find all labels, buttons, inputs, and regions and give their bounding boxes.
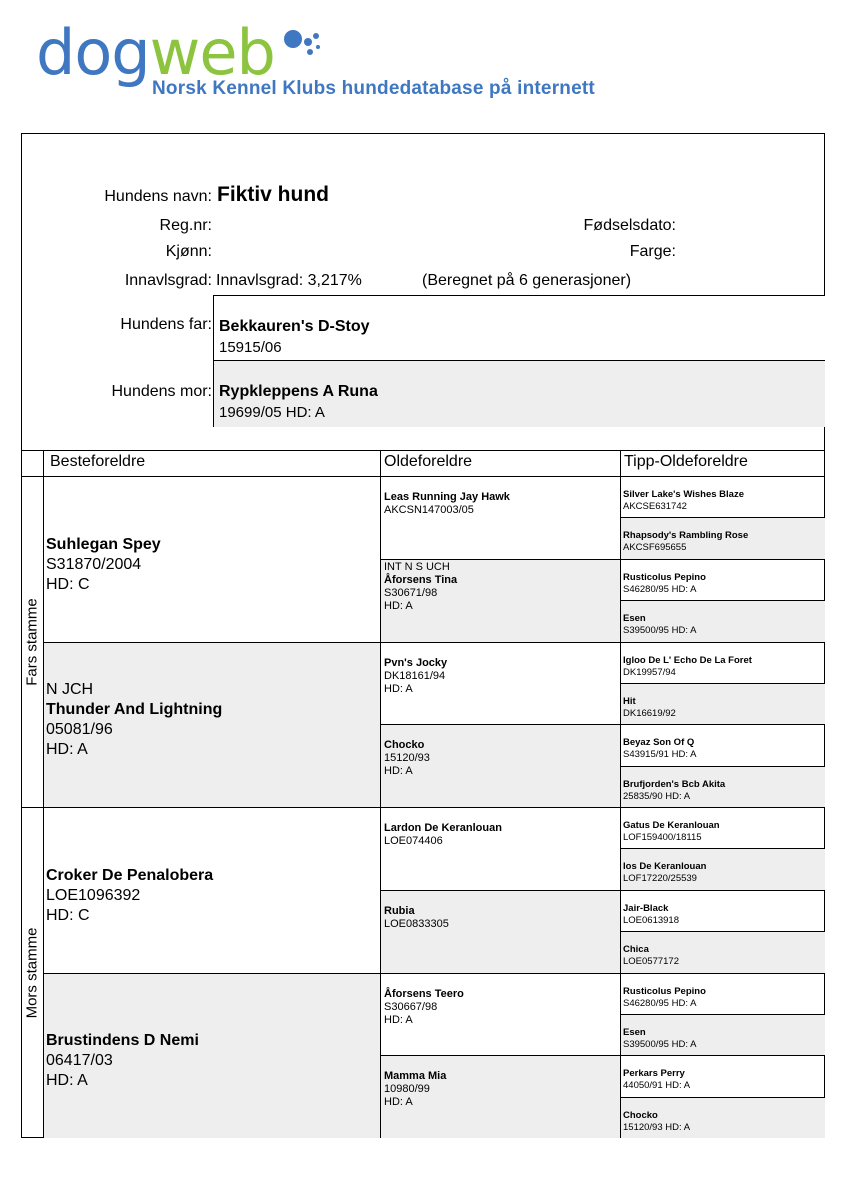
great-great-grandparent-name: Jair-Black	[623, 902, 669, 914]
great-grandparent-reg: 15120/93	[384, 752, 430, 765]
grandparent-reg: LOE1096392	[46, 886, 141, 904]
great-great-grandparent-cell	[620, 1097, 825, 1138]
dam-side	[21, 807, 43, 1138]
great-great-grandparent-reg: 15120/93 HD: A	[623, 1121, 691, 1133]
great-great-grandparent-name: Chica	[623, 944, 649, 956]
grandparent-hd: HD: A	[46, 741, 88, 759]
great-grandparent-reg: 10980/99	[384, 1083, 430, 1096]
grid-line	[620, 848, 825, 849]
great-grandparent-cell	[380, 724, 620, 807]
great-grandparent-cell	[380, 476, 620, 559]
great-grandparent-name: Pvn's Jocky	[384, 656, 448, 669]
grid-line	[620, 1055, 825, 1056]
dam-label: Hundens mor:	[111, 383, 212, 400]
dob-label: Fødselsdato:	[583, 217, 676, 234]
great-grandparent-reg: S30667/98	[384, 1000, 438, 1013]
great-grandparent-hd: HD: A	[384, 1096, 413, 1109]
col-grandparents: Besteforeldre	[50, 453, 146, 470]
great-great-grandparent-reg: S43915/91 HD: A	[623, 749, 697, 761]
grid-line	[620, 931, 825, 932]
great-great-grandparent-reg: S39500/95 HD: A	[623, 1038, 697, 1050]
great-grandparent-name: Lardon De Keranlouan	[384, 822, 502, 834]
great-great-grandparent-name: Rhapsody's Rambling Rose	[623, 530, 749, 542]
color-label: Farge:	[629, 243, 676, 260]
great-grandparent-hd: HD: A	[384, 599, 413, 612]
grid-line	[620, 642, 825, 643]
dam-name: Rypkleppens A Runa	[219, 383, 378, 400]
grandparent-name: Brustindens D Nemi	[46, 1032, 199, 1050]
inbreeding-value: Innavlsgrad: 3,217%	[216, 272, 362, 289]
grandparent-text	[46, 680, 222, 760]
logo-web: web	[149, 16, 275, 89]
grandparent-reg: S31870/2004	[46, 555, 142, 573]
sire-row	[214, 296, 825, 361]
great-great-grandparent-name: Chocko	[623, 1109, 658, 1121]
grandparent-text	[46, 1031, 199, 1091]
grandparent-cell	[43, 476, 380, 642]
col-great-great-grandparents: Tipp-Oldeforeldre	[624, 453, 748, 470]
great-great-grandparent-name: Rusticolus Pepino	[623, 571, 706, 583]
great-grandparent-name: Chocko	[384, 739, 425, 752]
great-grandparent-cell	[380, 890, 620, 973]
grid-line	[21, 450, 825, 451]
grandparent-name: Croker De Penalobera	[46, 866, 214, 884]
bubbles-icon	[282, 28, 322, 58]
great-great-grandparent-reg: DK19957/94	[623, 666, 676, 678]
grid-line	[21, 476, 825, 477]
great-great-grandparent-cell	[620, 931, 825, 972]
great-grandparent-hd: HD: A	[384, 765, 413, 778]
grid-line	[620, 1097, 825, 1098]
great-grandparent-cell	[380, 559, 620, 642]
logo-tagline: Norsk Kennel Klubs hundedatabase på internett	[152, 78, 595, 99]
great-grandparent-name: Rubia	[384, 904, 415, 917]
great-grandparent-reg: S30671/98	[384, 586, 438, 599]
great-great-grandparent-cell	[620, 517, 825, 558]
grid-line	[620, 683, 825, 684]
dam-row	[214, 361, 825, 427]
great-grandparent-reg: LOE074406	[384, 835, 443, 847]
sex-label: Kjønn:	[165, 243, 212, 260]
great-great-grandparent-name: Rusticolus Pepino	[623, 985, 706, 997]
grid-line	[620, 600, 825, 601]
grandparent-title: N JCH	[46, 681, 94, 699]
great-grandparent-reg: LOE0833305	[384, 917, 449, 930]
grid-line	[620, 1014, 825, 1015]
great-grandparent-name: Leas Running Jay Hawk	[384, 491, 510, 503]
great-grandparent-cell	[380, 807, 620, 890]
great-grandparent-reg: DK18161/94	[384, 669, 446, 682]
parents-box	[213, 295, 825, 427]
grid-line	[620, 450, 621, 1138]
great-grandparent-name: Mamma Mia	[384, 1070, 447, 1083]
great-great-grandparent-cell	[620, 890, 825, 931]
great-grandparent-cell	[380, 642, 620, 725]
grandparent-name: Thunder And Lightning	[46, 701, 223, 719]
sire-name: Bekkauren's D-Stoy	[219, 318, 370, 335]
great-great-grandparent-cell	[620, 724, 825, 765]
great-great-grandparent-name: Perkars Perry	[623, 1068, 685, 1080]
grandparent-cell	[43, 973, 380, 1139]
col-great-grandparents: Oldeforeldre	[384, 453, 473, 470]
great-great-grandparent-cell	[620, 476, 825, 517]
great-great-grandparent-reg: LOE0577172	[623, 956, 679, 968]
grandparent-text	[46, 535, 161, 595]
grandparent-hd: HD: A	[46, 1072, 88, 1090]
grid-line	[620, 973, 825, 974]
great-great-grandparent-name: Brufjorden's Bcb Akita	[623, 778, 726, 790]
great-great-grandparent-name: Hit	[623, 695, 636, 707]
dam-reg: 19699/05 HD: A	[219, 404, 325, 421]
great-great-grandparent-cell	[620, 766, 825, 807]
grid-line	[620, 724, 825, 725]
great-great-grandparent-reg: LOF159400/18115	[623, 832, 702, 843]
great-grandparent-name: Åforsens Teero	[384, 987, 464, 1000]
name-label: Hundens navn:	[104, 188, 212, 205]
grid-line	[620, 890, 825, 891]
great-great-grandparent-name: Esen	[623, 1026, 646, 1038]
great-great-grandparent-name: Silver Lake's Wishes Blaze	[623, 489, 744, 500]
grandparent-reg: 05081/96	[46, 721, 113, 739]
grandparent-hd: HD: C	[46, 575, 90, 593]
great-great-grandparent-reg: LOE0613918	[623, 914, 679, 926]
grandparent-text	[46, 866, 213, 926]
great-great-grandparent-reg: S46280/95 HD: A	[623, 583, 697, 595]
grandparent-name: Suhlegan Spey	[46, 535, 161, 553]
great-great-grandparent-name: Gatus De Keranlouan	[623, 820, 720, 831]
sire-side-label: Fars stamme	[23, 597, 41, 686]
great-great-grandparent-cell	[620, 559, 825, 600]
great-great-grandparent-reg: 44050/91 HD: A	[623, 1080, 691, 1092]
dam-side-label: Mors stamme	[23, 927, 41, 1018]
great-grandparent-hd: HD: A	[384, 682, 413, 695]
great-great-grandparent-reg: LOF17220/25539	[623, 873, 697, 885]
inbreeding-note: (Beregnet på 6 generasjoner)	[422, 272, 632, 289]
great-great-grandparent-name: Ios De Keranlouan	[623, 861, 707, 873]
great-great-grandparent-reg: DK16619/92	[623, 707, 676, 719]
grid-line	[620, 559, 825, 560]
great-grandparent-title: INT N S UCH	[384, 560, 450, 573]
great-great-grandparent-cell	[620, 642, 825, 683]
great-great-grandparent-reg: S39500/95 HD: A	[623, 625, 697, 637]
grandparent-cell	[43, 807, 380, 973]
great-great-grandparent-cell	[620, 1014, 825, 1055]
great-great-grandparent-reg: AKCSF695655	[623, 542, 687, 554]
great-great-grandparent-reg: 25835/90 HD: A	[623, 790, 691, 802]
dogweb-logo	[36, 16, 636, 102]
grid-line	[620, 766, 825, 767]
great-grandparent-name: Åforsens Tina	[384, 573, 458, 586]
grandparent-reg: 06417/03	[46, 1052, 113, 1070]
grid-line	[43, 450, 44, 1138]
great-great-grandparent-name: Igloo De L' Echo De La Foret	[623, 654, 752, 666]
great-great-grandparent-cell	[620, 973, 825, 1014]
grandparent-cell	[43, 642, 380, 808]
great-great-grandparent-cell	[620, 1055, 825, 1096]
great-grandparent-cell	[380, 1055, 620, 1138]
logo-wordmark	[36, 16, 275, 89]
inbreeding-label: Innavlsgrad:	[124, 272, 212, 289]
great-great-grandparent-name: Beyaz Son Of Q	[623, 737, 695, 749]
sire-label: Hundens far:	[120, 316, 212, 333]
dog-name: Fiktiv hund	[217, 183, 329, 206]
sire-reg: 15915/06	[219, 339, 282, 356]
grid-line	[620, 517, 825, 518]
great-grandparent-hd: HD: A	[384, 1013, 413, 1026]
logo-dog: dog	[36, 16, 150, 89]
great-great-grandparent-reg: S46280/95 HD: A	[623, 997, 697, 1009]
great-great-grandparent-name: Esen	[623, 613, 646, 625]
great-grandparent-cell	[380, 973, 620, 1056]
great-great-grandparent-reg: AKCSE631742	[623, 501, 687, 512]
great-great-grandparent-cell	[620, 683, 825, 724]
great-great-grandparent-cell	[620, 600, 825, 641]
sire-side	[21, 476, 43, 807]
great-grandparent-reg: AKCSN147003/05	[384, 504, 474, 516]
grid-line	[620, 807, 825, 808]
great-great-grandparent-cell	[620, 807, 825, 848]
grandparent-hd: HD: C	[46, 906, 90, 924]
grid-line	[380, 450, 381, 1138]
great-great-grandparent-cell	[620, 848, 825, 889]
reg-label: Reg.nr:	[159, 217, 212, 234]
